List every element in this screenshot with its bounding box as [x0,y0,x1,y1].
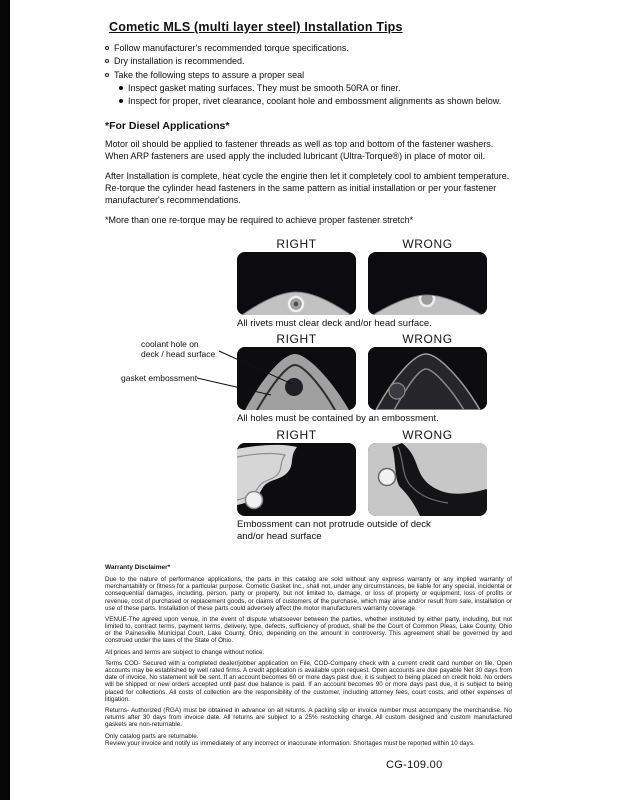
disclaimer-paragraph: Returns- Authorized (RGA) must be obtained in advance on all returns. A packing slip or invoice number must accompany the merchandise. No returns after 30 days from invoice date. All returns are subject to a 25% restocking charge. All custom designed and custom manufactured gaskets are non-returnable. [105,707,512,729]
figure-rivet-clearance [105,237,517,332]
bullet-icon [105,73,109,77]
wrong-label: WRONG [402,332,453,347]
caption-line: and/or head surface [237,530,322,542]
tip-text: Inspect for proper, rivet clearance, coolant hole and embossment alignments as shown below. [128,96,502,107]
list-item [119,96,517,107]
diesel-paragraph-2: After Installation is complete, heat cycle the engine then let it completely cool to ambient temperature. Re-torque the cylinder head fasteners in the same pattern as initial installation or per your fastener manufacturer's recommendations. [105,171,510,205]
page-number: CG-109.00 [386,759,443,771]
embossment-wrong-example-image [368,347,487,410]
list-item [105,70,517,81]
retorque-note: *More than one re-torque may be required to achieve proper fastener stretch* [105,215,414,226]
annotation-line: coolant hole on [141,339,199,350]
rivet-clear-diagram [237,252,356,315]
scan-edge-bar [0,0,10,800]
wrong-label: WRONG [402,237,453,252]
diesel-applications-heading: *For Diesel Applications* [105,119,230,132]
disclaimer-paragraph: Due to the nature of performance applications, the parts in this catalog are sold without any express warranty or any implied warranty of merchantability or fitness for a particular purpose. Cometic Gasket Inc., shall not, under any circumstances, be liable for any special, incidental or consequential damages, including, person, party or property, but not limited to, damage, or loss of property or equipment, loss of profits or revenue, cost of purchased or replacement goods, or claims of customers of the purchase, which may arise and/or result from sale, installation or use of these parts. Installation of these parts could adversely affect the motor manufacturers warranty coverage. [105,576,512,612]
bullet-icon [119,86,123,90]
wrong-label: WRONG [402,428,453,443]
page-title: Cometic MLS (multi layer steel) Installation Tips [109,20,403,34]
figure-caption [237,519,431,543]
diesel-paragraph-1: Motor oil should be applied to fastener threads as well as top and bottom of the fastener washers. When ARP fasteners are used apply the included lubricant (Ultra-Torque®) in place of motor oil. [105,138,494,161]
embossment-inside-diagram [237,443,356,516]
tip-text: Dry installation is recommended. [114,56,245,67]
tip-text: Inspect gasket mating surfaces. They must be smooth 50RA or finer. [128,82,401,93]
list-item [105,56,517,67]
figure-caption: All rivets must clear deck and/or head surface. [237,318,432,330]
bullet-icon [105,46,109,50]
disclaimer-paragraph: Terms COD- Secured with a completed dealer/jobber application on File, COD-Company check with a current credit card number on file. Open accounts may be established by well rated firms. A credit application is available upon request. Open accounts are due payable Net 30 days from date of invoice. No statement will be sent. If an account becomes 60 or more days past due, it is subject to being placed on credit hold. No orders will be shipped or new orders accepted until past due balance is paid. If an account becomes 90 or more days past due, it is subject to being placed for collections. All costs of collection are the responsibility of the customer, including attorney fees, court costs, and other expenses of litigation. [105,660,512,703]
embossment-right-example-image [237,347,356,410]
installation-tips-list [105,43,517,107]
disclaimer-paragraph: All prices and terms are subject to change without notice. [105,648,265,656]
disclaimer-paragraph: Review your invoice and notify us immediately of any incorrect or inaccurate information. Shortages must be reported within 10 days. [105,739,475,747]
rivet-wrong-example-image [368,252,487,315]
caption-line: Embossment can not protrude outside of deck [237,519,431,531]
figure-hole-embossment [105,332,517,428]
page-content [105,18,517,751]
hole-outside-diagram [368,347,487,410]
warranty-disclaimer [105,564,512,747]
rivet-right-example-image [237,252,356,315]
bullet-icon [105,59,109,63]
figure-caption: All holes must be contained by an embossment. [237,413,439,425]
hole-contained-diagram [237,347,356,410]
figure-embossment-protrusion [105,428,517,546]
disclaimer-paragraph: VENUE-The agreed upon venue, in the event of dispute whatsoever between the parties, whether instituted by either party, including, but not limited to, contract terms, payment terms, delivery, type, defects, sufficiency of product, shall be the Court of Common Pleas, Lake County, Ohio or the Painesville Municipal Court, Lake County, Ohio, depending on the amount in controversy. This agreement shall be governed by and construed under the laws of the State of Ohio. [105,616,512,645]
right-label: RIGHT [276,237,317,252]
annotation-gasket-embossment: gasket embossment [121,373,198,384]
right-label: RIGHT [276,428,317,443]
figures-section [105,237,517,546]
annotation-line: deck / head surface [141,349,216,360]
protrusion-right-example-image [237,443,356,516]
list-item [119,83,517,94]
list-item [105,43,517,54]
rivet-overlap-diagram [368,252,487,315]
embossment-protruding-diagram [368,443,487,516]
disclaimer-heading: Warranty Disclaimer* [105,564,171,572]
protrusion-wrong-example-image [368,443,487,516]
tip-text: Take the following steps to assure a proper seal [114,69,305,80]
annotation-coolant-hole [141,339,215,359]
bullet-icon [119,99,123,103]
disclaimer-paragraph: Only catalog parts are returnable. [105,732,199,740]
tip-text: Follow manufacturer's recommended torque specifications. [114,43,349,53]
right-label: RIGHT [276,332,317,347]
